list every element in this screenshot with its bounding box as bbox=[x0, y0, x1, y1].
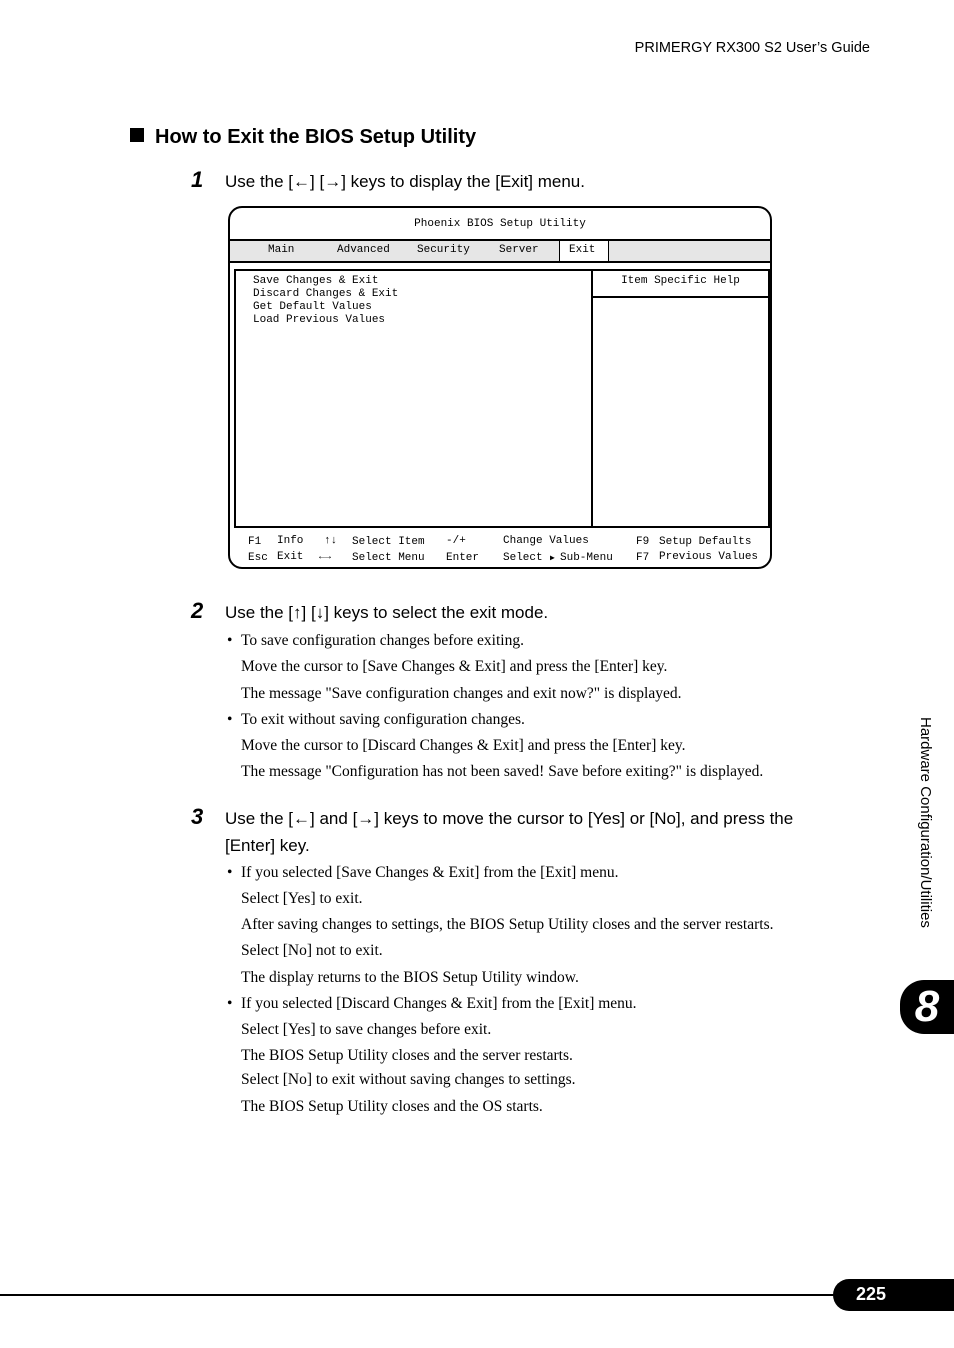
bullet-detail: The message "Configuration has not been saved! Save before exiting?" is displayed. bbox=[241, 763, 764, 780]
menu-item-exit-label: Exit bbox=[569, 244, 596, 256]
help-title: Item Specific Help bbox=[621, 275, 740, 287]
key-esc: Esc bbox=[248, 552, 268, 564]
step-text: Use the [↑] [↓] keys to select the exit mode. bbox=[225, 603, 549, 622]
step-text: Use the [←] [→] keys to display the [Exit] menu. bbox=[225, 172, 585, 191]
sub-menu-label: Sub-Menu bbox=[560, 552, 613, 564]
submenu-arrow-icon: ▶ bbox=[550, 554, 555, 563]
step-number: 3 bbox=[191, 804, 204, 829]
change-values-label: Change Values bbox=[503, 535, 589, 547]
bullet-item: • If you selected [Discard Changes & Exit] from the [Exit] menu. bbox=[227, 995, 637, 1012]
select-item-label: Select Item bbox=[352, 536, 425, 548]
chapter-side-label: Hardware Configuration/Utilities bbox=[917, 717, 934, 928]
key-minus-plus: -/+ bbox=[446, 535, 466, 547]
bullet-item: • If you selected [Save Changes & Exit] from the [Exit] menu. bbox=[227, 864, 619, 881]
chapter-number-badge: 8 bbox=[900, 980, 954, 1034]
bullet-detail: After saving changes to settings, the BIOS Setup Utility closes and the server restarts. bbox=[241, 916, 774, 933]
bullet-detail: The message "Save configuration changes and exit now?" is displayed. bbox=[241, 685, 682, 702]
option-get-default-values[interactable]: Get Default Values bbox=[253, 301, 372, 313]
step-number: 1 bbox=[191, 167, 204, 192]
select-label: Select bbox=[503, 552, 543, 564]
bullet-detail: Select [Yes] to exit. bbox=[241, 890, 363, 907]
page-number: 225 bbox=[833, 1279, 954, 1311]
bullet-detail: Select [Yes] to save changes before exit. bbox=[241, 1021, 492, 1038]
setup-defaults-label: Setup Defaults bbox=[659, 536, 752, 548]
menu-item-advanced[interactable]: Advanced bbox=[337, 244, 390, 256]
bullet-detail: Move the cursor to [Save Changes & Exit] and press the [Enter] key. bbox=[241, 658, 668, 675]
bios-title: Phoenix BIOS Setup Utility bbox=[414, 218, 586, 230]
left-right-arrows-icon: ←→ bbox=[319, 552, 332, 563]
option-discard-changes-exit[interactable]: Discard Changes & Exit bbox=[253, 288, 399, 300]
step-text: Use the [←] and [→] keys to move the cursor to [Yes] or [No], and press the bbox=[225, 809, 794, 828]
key-f7: F7 bbox=[636, 552, 650, 564]
bios-screen bbox=[228, 206, 772, 569]
key-enter: Enter bbox=[446, 552, 480, 564]
key-esc-label: Exit bbox=[277, 551, 304, 563]
bullet-detail: The display returns to the BIOS Setup Utility window. bbox=[241, 969, 579, 986]
menu-item-security[interactable]: Security bbox=[417, 244, 470, 256]
up-down-arrows-icon: ↑↓ bbox=[324, 535, 338, 547]
exit-options-panel bbox=[234, 269, 593, 528]
menu-item-main[interactable]: Main bbox=[268, 244, 295, 256]
section-title: How to Exit the BIOS Setup Utility bbox=[155, 126, 477, 148]
step-text: [Enter] key. bbox=[225, 836, 310, 855]
bullet-detail: The BIOS Setup Utility closes and the server restarts. bbox=[241, 1047, 573, 1064]
key-f9: F9 bbox=[636, 536, 650, 548]
key-f1: F1 bbox=[248, 536, 262, 548]
square-bullet-icon bbox=[130, 128, 144, 142]
bios-menu-bar bbox=[230, 239, 770, 263]
help-divider bbox=[593, 296, 768, 298]
section-heading bbox=[130, 126, 476, 149]
step-number: 2 bbox=[191, 598, 204, 623]
previous-values-label: Previous Values bbox=[659, 551, 759, 563]
footer-rule bbox=[0, 1294, 840, 1296]
bullet-item: • To exit without saving configuration changes. bbox=[227, 711, 525, 728]
menu-item-exit-selected[interactable] bbox=[559, 241, 609, 261]
bullet-detail: Select [No] to exit without saving changes to settings. bbox=[241, 1071, 576, 1088]
select-menu-label: Select Menu bbox=[352, 552, 425, 564]
bullet-detail: The BIOS Setup Utility closes and the OS starts. bbox=[241, 1098, 543, 1115]
running-header: PRIMERGY RX300 S2 User’s Guide bbox=[634, 40, 870, 56]
key-f1-label: Info bbox=[277, 535, 304, 547]
help-panel bbox=[591, 269, 770, 528]
bullet-item: • To save configuration changes before exiting. bbox=[227, 632, 524, 649]
option-save-changes-exit[interactable]: Save Changes & Exit bbox=[253, 275, 379, 287]
bullet-detail: Select [No] not to exit. bbox=[241, 942, 383, 959]
menu-item-server[interactable]: Server bbox=[499, 244, 539, 256]
bullet-detail: Move the cursor to [Discard Changes & Exit] and press the [Enter] key. bbox=[241, 737, 686, 754]
option-load-previous-values[interactable]: Load Previous Values bbox=[253, 314, 386, 326]
